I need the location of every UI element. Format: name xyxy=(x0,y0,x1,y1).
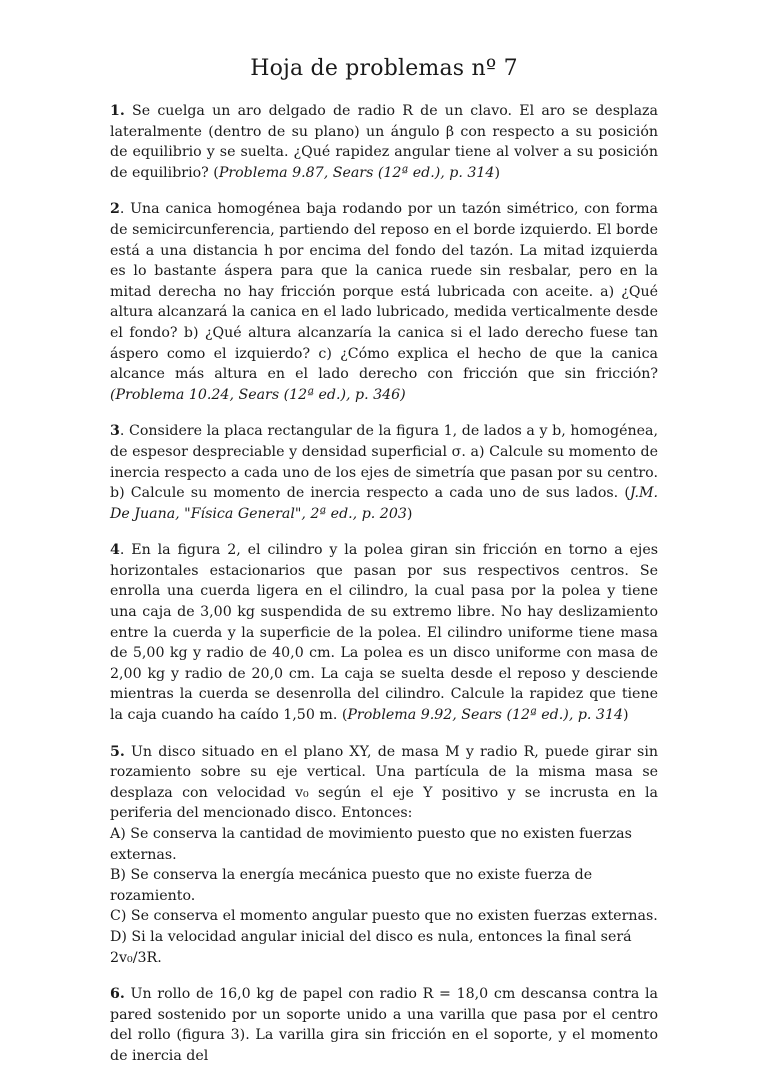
problem-reference: (Problema 10.24, Sears (12ª ed.), p. 346) xyxy=(110,386,406,403)
problem-number: 1. xyxy=(110,103,125,119)
problem-number: 5. xyxy=(110,743,125,760)
problem-3 xyxy=(110,421,658,524)
problem-5 xyxy=(110,742,658,969)
problem-reference: Problema 9.92, Sears (12ª ed.), p. 314 xyxy=(347,707,624,724)
option-c: C) Se conserva el momento angular puesto que no existen fuerzas externas. xyxy=(110,908,658,925)
problem-1 xyxy=(110,101,658,183)
problem-2 xyxy=(110,199,658,405)
problem-reference: Problema 9.87, Sears (12ª ed.), p. 314 xyxy=(218,164,495,181)
problem-text: Se cuelga un aro delgado de radio R de un clavo. El aro se desplaza lateralmente (dentro de su plano) un ángulo β con respecto a su posición de equilibrio y se suelta. ¿Qué rapidez angular tiene al volver a su posición de equilibrio? ( xyxy=(110,103,658,181)
problem-text-end: ) xyxy=(494,164,500,181)
problem-reference: J.M. De Juana, "Física General", 2ª ed., p. 203 xyxy=(110,485,658,522)
problem-number: 6. xyxy=(110,986,125,1003)
problem-number: 2 xyxy=(110,201,120,218)
problem-4 xyxy=(110,540,658,725)
page-title: Hoja de problemas nº 7 xyxy=(250,56,518,81)
problem-number: 4 xyxy=(110,542,120,559)
option-b: B) Se conserva la energía mecánica puesto que no existe fuerza de rozamiento. xyxy=(110,867,593,904)
problem-number: 3 xyxy=(110,423,120,440)
problem-text: Un rollo de 16,0 kg de papel con radio R = 18,0 cm descansa contra la pared sostenido por un soporte unido a una varilla que pasa por el centro del rollo (figura 3). La varilla gira sin fricción en el soporte, y el momento de inercia del xyxy=(110,986,658,1064)
option-d: D) Si la velocidad angular inicial del disco es nula, entonces la final será 2v₀/3R. xyxy=(110,928,632,966)
problem-text: . Considere la placa rectangular de la figura 1, de lados a y b, homogénea, de espesor despreciable y densidad superficial σ. a) Calcule su momento de inercia respecto a cada uno de los ejes de simetría que pasan por su centro. b) Calcule su momento de inercia respecto a cada uno de sus lados. ( xyxy=(110,423,658,502)
problem-text: Un disco situado en el plano XY, de masa M y radio R, puede girar sin rozamiento sobre su eje vertical. Una partícula de la misma masa se desplaza con velocidad v₀ según el eje Y positivo y se incrusta en la periferia del mencionado disco. Entonces: xyxy=(110,743,658,822)
option-a: A) Se conserva la cantidad de movimiento puesto que no existen fuerzas externas. xyxy=(110,826,632,863)
problem-6 xyxy=(110,984,658,1066)
problem-text-end: ) xyxy=(623,707,629,724)
problem-text: . Una canica homogénea baja rodando por un tazón simétrico, con forma de semicircunferencia, partiendo del reposo en el borde izquierdo. El borde está a una distancia h por encima del fondo del tazón. La mitad izquierda es lo bastante áspera para que la canica ruede sin resbalar, pero en la mitad derecha no hay fricción porque está lubricada con aceite. a) ¿Qué altura alcanzará la canica en el lado lubricado, medida verticalmente desde el fondo? b) ¿Qué altura alcanzaría la canica si el lado derecho fuese tan áspero como el izquierdo? c) ¿Cómo explica el hecho de que la canica alcance más altura en el lado derecho con fricción que sin fricción? xyxy=(110,201,658,383)
problem-text: . En la figura 2, el cilindro y la polea giran sin fricción en torno a ejes horizontales estacionarios que pasan por sus respectivos centros. Se enrolla una cuerda ligera en el cilindro, la cual pasa por la polea y tiene una caja de 3,00 kg suspendida de su extremo libre. No hay deslizamiento entre la cuerda y la superficie de la polea. El cilindro uniforme tiene masa de 5,00 kg y radio de 40,0 cm. La polea es un disco uniforme con masa de 2,00 kg y radio de 20,0 cm. La caja se suelta desde el reposo y desciende mientras la cuerda se desenrolla del cilindro. Calcule la rapidez que tiene la caja cuando ha caído 1,50 m. ( xyxy=(110,542,658,724)
problem-text-end: ) xyxy=(406,505,413,522)
